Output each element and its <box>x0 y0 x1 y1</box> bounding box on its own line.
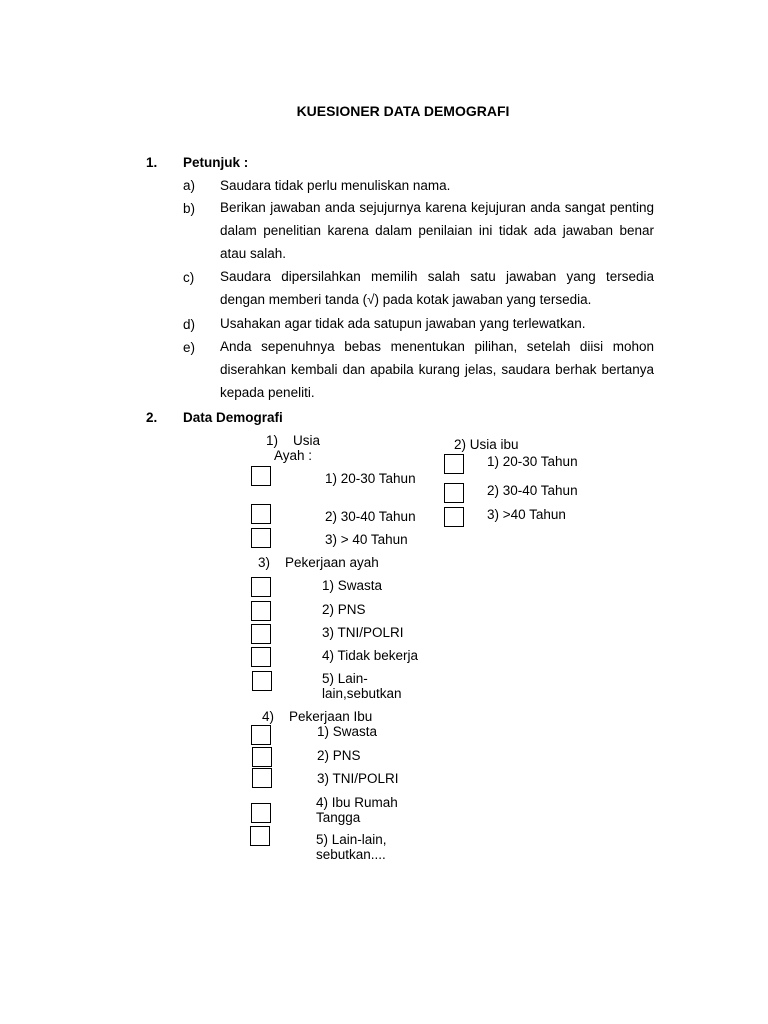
pekerjaan-ibu-option-3: 3) TNI/POLRI <box>317 771 399 786</box>
usia-ayah-option-3: 3) > 40 Tahun <box>325 532 408 547</box>
usia-ibu-option-2: 2) 30-40 Tahun <box>487 483 578 498</box>
pekerjaan-ibu-option-5: 5) Lain-lain, sebutkan.... <box>316 832 387 862</box>
pekerjaan-ibu-option-2: 2) PNS <box>317 748 361 763</box>
pekerjaan-ibu-option-4: 4) Ibu Rumah Tangga <box>316 795 398 825</box>
usia-ayah-option-1: 1) 20-30 Tahun <box>325 471 416 486</box>
item-a-letter: a) <box>183 178 196 193</box>
section-2-number: 2. <box>146 410 158 425</box>
pekerjaan-ayah-checkbox-3[interactable] <box>251 624 271 644</box>
usia-ayah-checkbox-3[interactable] <box>251 528 271 548</box>
item-c-text: Saudara dipersilahkan memilih salah satu jawaban yang tersedia dengan memberi tanda (√) pada kotak jawaban yang tersedia. <box>220 269 654 307</box>
pekerjaan-ibu-option-1: 1) Swasta <box>317 724 378 739</box>
pekerjaan-ayah-checkbox-4[interactable] <box>251 647 271 667</box>
item-e-letter: e) <box>183 340 196 355</box>
item-d-letter: d) <box>183 317 196 332</box>
usia-ayah-checkbox-2[interactable] <box>251 504 271 524</box>
pekerjaan-ayah-checkbox-2[interactable] <box>251 601 271 621</box>
pekerjaan-ibu-checkbox-2[interactable] <box>252 747 272 767</box>
pekerjaan-ibu-checkbox-3[interactable] <box>252 768 272 788</box>
pekerjaan-ayah-option-3: 3) TNI/POLRI <box>322 625 404 640</box>
item-e-text: Anda sepenuhnya bebas menentukan pilihan, setelah diisi mohon diserahkan kembali dan apabila kurang jelas, saudara berhak bertanya kepada peneliti. <box>220 339 654 400</box>
usia-ibu-checkbox-1[interactable] <box>444 454 464 474</box>
section-1-number: 1. <box>146 155 158 170</box>
section-2-heading: Data Demografi <box>183 410 283 425</box>
item-a-text: Saudara tidak perlu menuliskan nama. <box>220 178 451 193</box>
usia-ibu-checkbox-2[interactable] <box>444 483 464 503</box>
usia-ayah-option-2: 2) 30-40 Tahun <box>325 509 416 524</box>
item-b-letter: b) <box>183 201 196 216</box>
pekerjaan-ayah-number: 3) <box>258 555 271 570</box>
usia-ibu-option-3: 3) >40 Tahun <box>487 507 566 522</box>
section-1-heading: Petunjuk : <box>183 155 249 170</box>
usia-ibu-checkbox-3[interactable] <box>444 507 464 527</box>
item-b-text: Berikan jawaban anda sejujurnya karena kejujuran anda sangat penting dalam penelitian karena dalam penilaian ini tidak ada jawaban benar atau salah. <box>220 200 654 261</box>
usia-ayah-label-line2: Ayah : <box>274 448 313 463</box>
pekerjaan-ayah-option-4: 4) Tidak bekerja <box>322 648 419 663</box>
usia-ayah-number: 1) <box>266 433 279 448</box>
pekerjaan-ibu-checkbox-1[interactable] <box>251 725 271 745</box>
item-c-letter: c) <box>183 270 195 285</box>
pekerjaan-ibu-number: 4) <box>262 709 275 724</box>
pekerjaan-ayah-option-5: 5) Lain-lain,sebutkan <box>322 671 402 701</box>
pekerjaan-ibu-checkbox-4[interactable] <box>251 803 271 823</box>
usia-ibu-label: 2) Usia ibu <box>454 437 519 452</box>
pekerjaan-ayah-checkbox-1[interactable] <box>251 577 271 597</box>
item-d-text: Usahakan agar tidak ada satupun jawaban yang terlewatkan. <box>220 316 586 331</box>
pekerjaan-ayah-option-1: 1) Swasta <box>322 578 383 593</box>
pekerjaan-ayah-option-2: 2) PNS <box>322 602 366 617</box>
usia-ayah-checkbox-1[interactable] <box>251 466 271 486</box>
pekerjaan-ibu-checkbox-5[interactable] <box>250 826 270 846</box>
page-title: KUESIONER DATA DEMOGRAFI <box>296 103 510 119</box>
pekerjaan-ibu-label: Pekerjaan Ibu <box>289 709 373 724</box>
usia-ibu-option-1: 1) 20-30 Tahun <box>487 454 578 469</box>
usia-ayah-label-line1: Usia <box>293 433 321 448</box>
pekerjaan-ayah-label: Pekerjaan ayah <box>285 555 379 570</box>
pekerjaan-ayah-checkbox-5[interactable] <box>252 671 272 691</box>
